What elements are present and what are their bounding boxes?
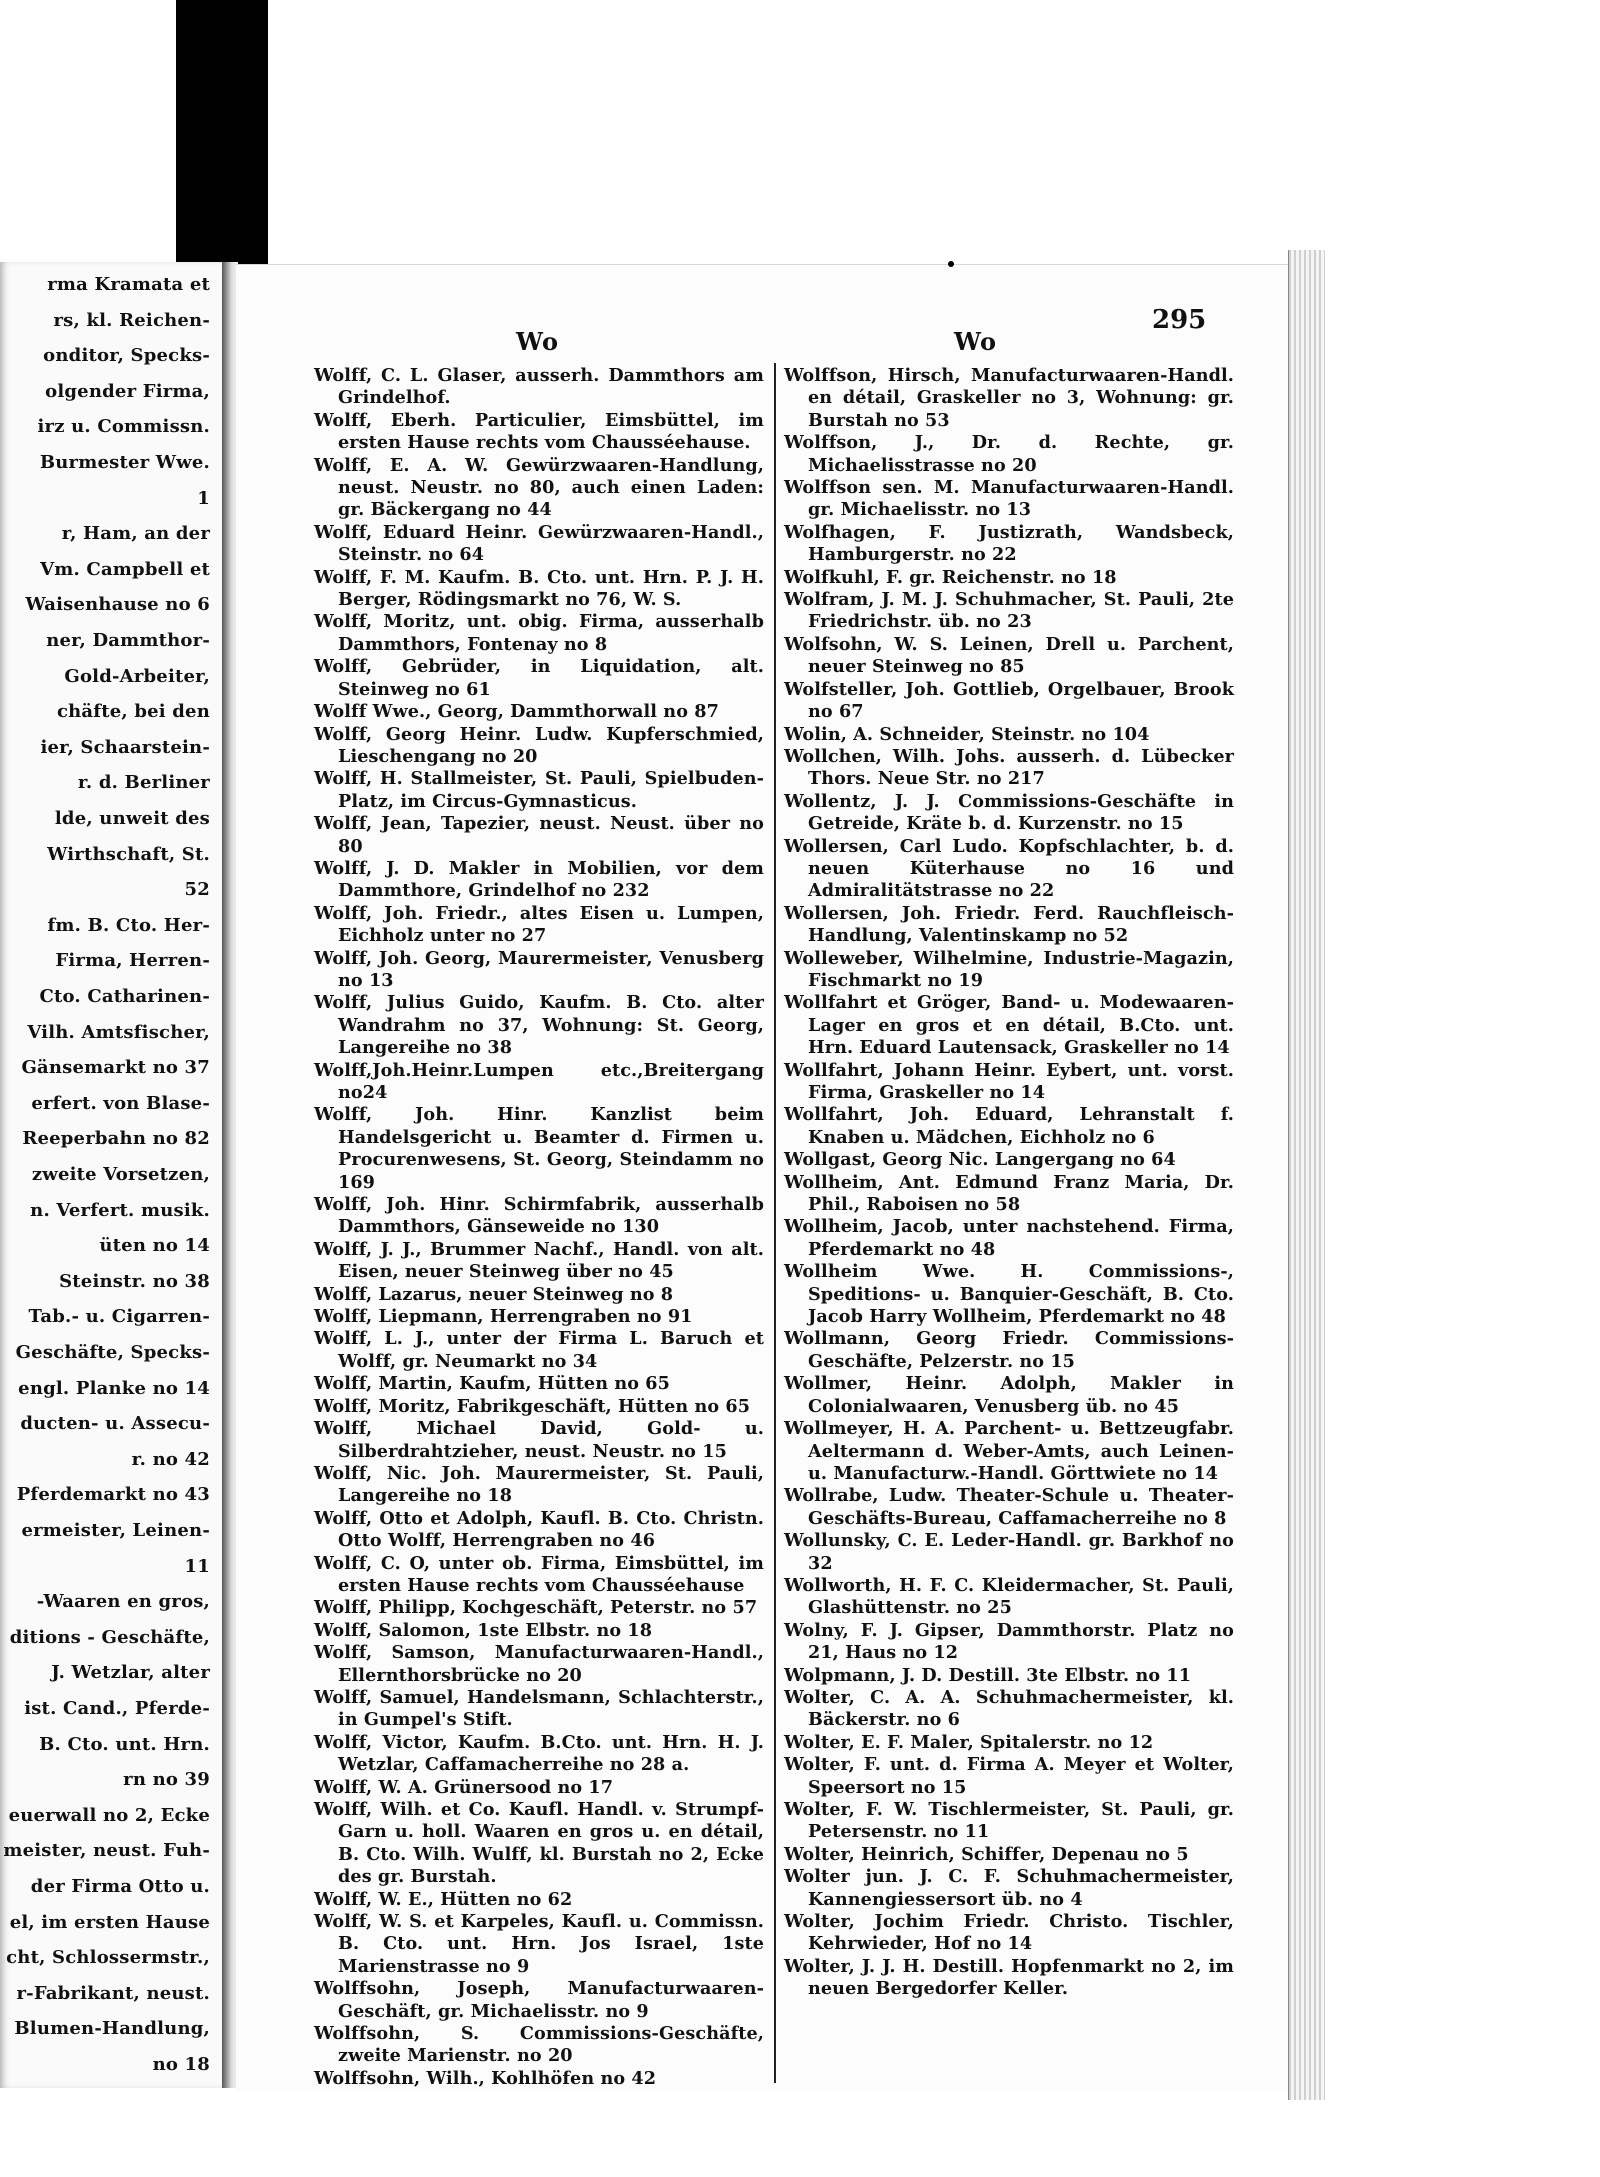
left-page-text-fragment: rma Kramata et [47, 274, 210, 295]
left-page-text-fragment: ist. Cand., Pferde- [24, 1698, 210, 1719]
page-edges [1288, 250, 1325, 2100]
left-page-text-fragment: el, im ersten Hause [9, 1911, 210, 1933]
directory-entry: Wollmeyer, H. A. Parchent- u. Bettzeugfabr. Aeltermann d. Weber-Amts, auch Leinen- u. Manufacturw.-Handl. Görttwiete no 14 [784, 1418, 1234, 1484]
left-page-text-fragment: meister, neust. Fuh- [3, 1840, 210, 1862]
left-page-text-fragment: Steinstr. no 38 [59, 1270, 210, 1292]
directory-entry: Wolfram, J. M. J. Schuhmacher, St. Pauli, 2te Friedrichstr. üb. no 23 [784, 589, 1234, 633]
directory-entry: Wolter, F. W. Tischlermeister, St. Pauli, gr. Petersenstr. no 11 [784, 1799, 1234, 1843]
directory-entry: Wolter, E. F. Maler, Spitalerstr. no 12 [784, 1731, 1154, 1753]
left-column-header: Wo [516, 327, 560, 356]
left-page-text-fragment: B. Cto. unt. Hrn. [39, 1733, 210, 1755]
bookmark-ribbon [176, 0, 268, 266]
left-page-text-fragment: 11 [184, 1555, 210, 1577]
directory-entry: Wolpmann, J. D. Destill. 3te Elbstr. no 11 [784, 1664, 1192, 1686]
directory-entry: Wolff, W. S. et Karpeles, Kaufl. u. Commissn. B. Cto. unt. Hrn. Jos Israel, 1ste Marienstrasse no 9 [314, 1911, 764, 1977]
directory-entry: Wolff, Martin, Kaufm, Hütten no 65 [314, 1373, 670, 1395]
left-page-text-fragment: ditions - Geschäfte, [9, 1626, 210, 1648]
left-page-text-fragment: r-Fabrikant, neust. [16, 1982, 210, 2004]
left-page-text-fragment: ducten- u. Assecu- [20, 1413, 210, 1435]
directory-entry: Wolff, J. D. Makler in Mobilien, vor dem Dammthore, Grindelhof no 232 [314, 857, 764, 902]
left-page-text-fragment: Burmester Wwe. [39, 452, 210, 473]
directory-entry: Wollentz, J. J. Commissions-Geschäfte in Getreide, Kräte b. d. Kurzenstr. no 15 [784, 790, 1234, 835]
directory-entry: Wolter, J. J. H. Destill. Hopfenmarkt no 2, im neuen Bergedorfer Keller. [784, 1955, 1234, 2000]
left-page-text-fragment: chäfte, bei den [56, 701, 210, 723]
left-page-text-fragment: üten no 14 [99, 1235, 210, 1257]
directory-entry: Wolff, Wilh. et Co. Kaufl. Handl. v. Strumpf-Garn u. holl. Waaren en gros u. en détail, B. Cto. Wilh. Wulff, kl. Burstah no 2, Ecke des gr. Burstah. [314, 1799, 764, 1888]
left-page-text-fragment: euerwall no 2, Ecke [8, 1804, 210, 1826]
left-page-text-fragment: lde, unweit des [54, 808, 210, 829]
directory-entry: Wollheim, Jacob, unter nachstehend. Firma, Pferdemarkt no 48 [784, 1216, 1234, 1260]
directory-entry: Wolleweber, Wilhelmine, Industrie-Magazin, Fischmarkt no 19 [784, 947, 1234, 991]
directory-entry: Wolffson, J., Dr. d. Rechte, gr. Michaelisstrasse no 20 [784, 432, 1234, 476]
left-page-text-fragment: fm. B. Cto. Her- [47, 914, 210, 936]
directory-entry: Wollchen, Wilh. Johs. ausserh. d. Lübecker Thors. Neue Str. no 217 [784, 745, 1234, 790]
directory-entry: Wolfsohn, W. S. Leinen, Drell u. Parchent, neuer Steinweg no 85 [784, 633, 1234, 678]
left-page-text-fragment: Tab.- u. Cigarren- [28, 1306, 210, 1328]
directory-entry: Wolffsohn, Joseph, Manufacturwaaren-Geschäft, gr. Michaelisstr. no 9 [314, 1978, 764, 2022]
directory-entry: Wolny, F. J. Gipser, Dammthorstr. Platz no 21, Haus no 12 [784, 1619, 1234, 1664]
directory-entry: Wolff, Victor, Kaufm. B.Cto. unt. Hrn. H. J. Wetzlar, Caffamacherreihe no 28 a. [314, 1731, 764, 1776]
directory-entry: Wolff, Eduard Heinr. Gewürzwaaren-Handl., Steinstr. no 64 [314, 521, 764, 566]
directory-entry: Wolff, E. A. W. Gewürzwaaren-Handlung, neust. Neustr. no 80, auch einen Laden: gr. Bäckergang no 44 [314, 454, 764, 521]
directory-entry: Wolff, C. L. Glaser, ausserh. Dammthors am Grindelhof. [314, 365, 764, 409]
left-page-text-fragment: r. no 42 [131, 1448, 210, 1470]
print-mark [948, 261, 954, 267]
left-page-text-fragment: r. d. Berliner [77, 772, 210, 794]
left-page-text-fragment: Gold-Arbeiter, [64, 665, 210, 687]
directory-entry: Wolff, Joh. Hinr. Kanzlist beim Handelsgericht u. Beamter d. Firmen u. Procurenwesens, St. Georg, Steindamm no 169 [314, 1104, 764, 1193]
directory-page [236, 264, 1288, 2091]
directory-entry: Wolff, F. M. Kaufm. B. Cto. unt. Hrn. P. J. H. Berger, Rödingsmarkt no 76, W. S. [314, 566, 764, 611]
directory-entry: Wolin, A. Schneider, Steinstr. no 104 [784, 723, 1150, 745]
left-page-text-fragment: cht, Schlossermstr., [6, 1947, 210, 1969]
directory-entry: Wolff, Otto et Adolph, Kaufl. B. Cto. Christn. Otto Wolff, Herrengraben no 46 [314, 1507, 764, 1552]
left-page-text-fragment: Cto. Catharinen- [39, 986, 210, 1007]
right-column [784, 365, 1234, 2001]
left-page-text-fragment: rn no 39 [123, 1769, 210, 1791]
directory-entry: Wolfkuhl, F. gr. Reichenstr. no 18 [784, 566, 1117, 588]
left-page-text-fragment: Gänsemarkt no 37 [21, 1057, 210, 1079]
left-page-text-fragment: Waisenhause no 6 [25, 594, 210, 616]
directory-entry: Wolff, Michael David, Gold- u. Silberdrahtzieher, neust. Neustr. no 15 [314, 1418, 764, 1462]
directory-entry: Wolff, Liepmann, Herrengraben no 91 [314, 1306, 693, 1328]
left-page-text-fragment: 52 [184, 879, 210, 901]
directory-entry: Wolff, Joh. Friedr., altes Eisen u. Lumpen, Eichholz unter no 27 [314, 902, 764, 947]
left-page-text-fragment: J. Wetzlar, alter [51, 1662, 210, 1684]
directory-entry: Wollfahrt, Johann Heinr. Eybert, unt. vorst. Firma, Graskeller no 14 [784, 1059, 1234, 1103]
directory-entry: Wolff, C. O, unter ob. Firma, Eimsbüttel, im ersten Hause rechts vom Chausséehause [314, 1552, 764, 1596]
directory-entry: Wollunsky, C. E. Leder-Handl. gr. Barkhof no 32 [784, 1530, 1234, 1574]
directory-entry: Wolff, Joh. Hinr. Schirmfabrik, ausserhalb Dammthors, Gänseweide no 130 [314, 1194, 764, 1238]
page-number: 295 [1152, 305, 1207, 335]
directory-entry: Wollheim Wwe. H. Commissions-, Speditions- u. Banquier-Geschäft, B. Cto. Jacob Harry Wollheim, Pferdemarkt no 48 [784, 1261, 1234, 1328]
left-page-fragment [0, 262, 222, 2088]
left-page-text-fragment: ermeister, Leinen- [21, 1520, 210, 1541]
left-page-text-fragment: zweite Vorsetzen, [31, 1164, 210, 1185]
left-page-text-fragment: der Firma Otto u. [30, 1876, 210, 1897]
left-page-text-fragment: erfert. von Blase- [31, 1092, 210, 1114]
left-page-text-fragment: olgender Firma, [45, 380, 210, 402]
directory-entry: Wolffson, Hirsch, Manufacturwaaren-Handl. en détail, Graskeller no 3, Wohnung: gr. Burstah no 53 [784, 365, 1234, 431]
directory-entry: Wolff, Philipp, Kochgeschäft, Peterstr. no 57 [314, 1597, 758, 1619]
directory-entry: Wolter, C. A. A. Schuhmachermeister, kl. Bäckerstr. no 6 [784, 1686, 1234, 1731]
directory-entry: Wolfsteller, Joh. Gottlieb, Orgelbauer, Brook no 67 [784, 678, 1234, 723]
directory-entry: Wolff, Jean, Tapezier, neust. Neust. über no 80 [314, 813, 764, 857]
left-page-text-fragment: n. Verfert. musik. [30, 1199, 210, 1221]
directory-entry: Wolfhagen, F. Justizrath, Wandsbeck, Hamburgerstr. no 22 [784, 521, 1234, 566]
directory-entry: Wolff, Julius Guido, Kaufm. B. Cto. alter Wandrahm no 37, Wohnung: St. Georg, Langereihe no 38 [314, 992, 764, 1059]
left-page-text-fragment: Wirthschaft, St. [47, 843, 210, 865]
directory-entry: Wolff, L. J., unter der Firma L. Baruch et Wolff, gr. Neumarkt no 34 [314, 1328, 764, 1372]
directory-entry: Wollworth, H. F. C. Kleidermacher, St. Pauli, Glashüttenstr. no 25 [784, 1574, 1234, 1619]
left-page-text-fragment: Vm. Campbell et [40, 558, 210, 580]
left-page-text-fragment: rs, kl. Reichen- [53, 309, 210, 331]
directory-entry: Wolff, J. J., Brummer Nachf., Handl. von alt. Eisen, neuer Steinweg über no 45 [314, 1238, 764, 1283]
left-page-text-fragment: -Waaren en gros, [36, 1591, 210, 1613]
column-divider [774, 363, 776, 2083]
left-page-text-fragment: 1 [197, 487, 210, 509]
directory-entry: Wollrabe, Ludw. Theater-Schule u. Theater-Geschäfts-Bureau, Caffamacherreihe no 8 [784, 1485, 1234, 1529]
left-page-text-fragment: no 18 [152, 2054, 210, 2075]
left-page-text-fragment: ier, Schaarstein- [40, 736, 210, 758]
left-page-text-fragment: ner, Dammthor- [46, 630, 210, 651]
directory-entry: Wolff Wwe., Georg, Dammthorwall no 87 [314, 701, 719, 723]
directory-entry: Wolff, H. Stallmeister, St. Pauli, Spielbuden-Platz, im Circus-Gymnasticus. [314, 768, 764, 812]
directory-entry: Wolff, Nic. Joh. Maurermeister, St. Pauli, Langereihe no 18 [314, 1462, 764, 1507]
directory-entry: Wollfahrt, Joh. Eduard, Lehranstalt f. Knaben u. Mädchen, Eichholz no 6 [784, 1104, 1234, 1148]
directory-entry: Wollmer, Heinr. Adolph, Makler in Colonialwaaren, Venusberg üb. no 45 [784, 1373, 1234, 1417]
directory-entry: Wollmann, Georg Friedr. Commissions-Geschäfte, Pelzerstr. no 15 [784, 1328, 1234, 1372]
directory-entry: Wolter jun. J. C. F. Schuhmachermeister, Kannengiessersort üb. no 4 [784, 1866, 1234, 1910]
directory-entry: Wolffsohn, S. Commissions-Geschäfte, zweite Marienstr. no 20 [314, 2023, 764, 2067]
directory-entry: Wolff, W. A. Grünersood no 17 [314, 1776, 614, 1798]
directory-entry: Wolff, Samson, Manufacturwaaren-Handl., Ellernthorsbrücke no 20 [314, 1642, 764, 1686]
directory-entry: Wolff, Salomon, 1ste Elbstr. no 18 [314, 1619, 653, 1641]
directory-entry: Wolter, Heinrich, Schiffer, Depenau no 5 [784, 1843, 1189, 1865]
left-column [314, 365, 764, 2090]
left-page-text-fragment: Pferdemarkt no 43 [16, 1484, 210, 1506]
directory-entry: Wolffson sen. M. Manufacturwaaren-Handl. gr. Michaelisstr. no 13 [784, 477, 1234, 521]
right-column-header: Wo [954, 327, 998, 356]
directory-entry: Wollgast, Georg Nic. Langergang no 64 [784, 1149, 1176, 1171]
directory-entry: Wolter, Jochim Friedr. Christo. Tischler, Kehrwieder, Hof no 14 [784, 1911, 1234, 1955]
directory-entry: Wolff, Moritz, unt. obig. Firma, ausserhalb Dammthors, Fontenay no 8 [314, 611, 764, 655]
left-page-text-fragment: engl. Planke no 14 [18, 1377, 210, 1399]
left-page-text-fragment: irz u. Commissn. [37, 416, 210, 438]
left-page-text-fragment: Firma, Herren- [55, 950, 210, 972]
left-page-text-fragment: Vilh. Amtsfischer, [27, 1021, 210, 1043]
directory-entry: Wollersen, Joh. Friedr. Ferd. Rauchfleisch-Handlung, Valentinskamp no 52 [784, 902, 1234, 947]
directory-entry: Wolff, Lazarus, neuer Steinweg no 8 [314, 1283, 674, 1305]
directory-entry: Wolff,Joh.Heinr.Lumpen etc.,Breitergang no24 [314, 1059, 764, 1103]
directory-entry: Wolter, F. unt. d. Firma A. Meyer et Wolter, Speersort no 15 [784, 1754, 1234, 1798]
directory-entry: Wolff, Georg Heinr. Ludw. Kupferschmied, Lieschengang no 20 [314, 723, 764, 767]
directory-entry: Wollfahrt et Gröger, Band- u. Modewaaren-Lager en gros et en détail, B.Cto. unt. Hrn. Eduard Lautensack, Graskeller no 14 [784, 992, 1234, 1059]
left-page-text-fragment: Reeperbahn no 82 [22, 1128, 210, 1150]
left-page-text-fragment: onditor, Specks- [43, 345, 210, 367]
left-page-text-fragment: Geschäfte, Specks- [15, 1342, 210, 1363]
directory-entry: Wollheim, Ant. Edmund Franz Maria, Dr. Phil., Raboisen no 58 [784, 1171, 1234, 1216]
left-page-text-fragment: r, Ham, an der [61, 523, 210, 545]
directory-entry: Wolffsohn, Wilh., Kohlhöfen no 42 [314, 2067, 657, 2089]
directory-entry: Wolff, Joh. Georg, Maurermeister, Venusberg no 13 [314, 947, 764, 991]
directory-entry: Wolff, Eberh. Particulier, Eimsbüttel, im ersten Hause rechts vom Chausséehause. [314, 409, 764, 454]
directory-entry: Wolff, Samuel, Handelsmann, Schlachterstr., in Gumpel's Stift. [314, 1686, 764, 1731]
directory-entry: Wolff, W. E., Hütten no 62 [314, 1888, 573, 1910]
directory-entry: Wolff, Gebrüder, in Liquidation, alt. Steinweg no 61 [314, 656, 764, 700]
left-page-text-fragment: Blumen-Handlung, [14, 2018, 210, 2040]
directory-entry: Wollersen, Carl Ludo. Kopfschlachter, b. d. neuen Küterhause no 16 und Admiralitätstrasse no 22 [784, 835, 1234, 902]
directory-entry: Wolff, Moritz, Fabrikgeschäft, Hütten no 65 [314, 1395, 751, 1417]
